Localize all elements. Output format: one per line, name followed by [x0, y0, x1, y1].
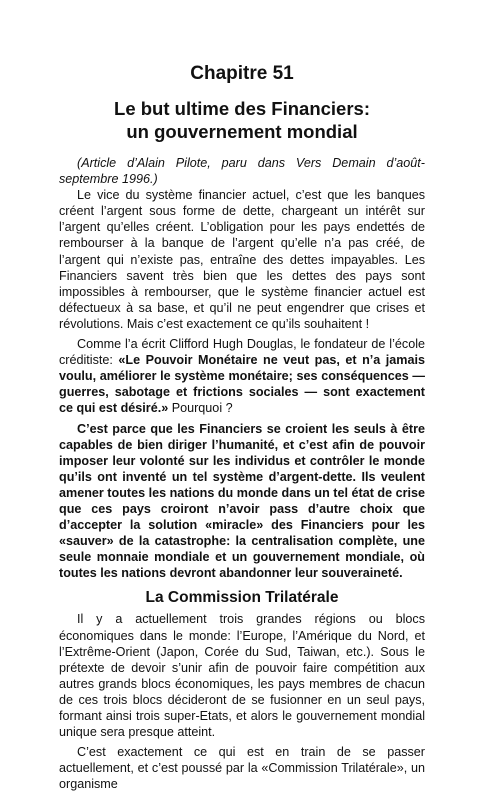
paragraph-2: [59, 336, 425, 416]
section-heading: La Commission Trilatérale: [145, 589, 339, 607]
paragraph-3: C’est parce que les Financiers se croient les seuls à être capables de bien diriger l’humanité, et c’est afin de pouvoir imposer leur volonté sur les individus et contrôler le monde qu’ils ont inventé un tel système d’argent-dette. Ils veulent amener toutes les nations du monde dans un tel état de crise que ces pays croiront n’avoir pass d’autre choix que d’accepter la solution «miracle» des Financiers pour les «sauver» de la catastrophe: la centralisation complète, une seule monnaie mondiale et un gouvernement mondiale, où toutes les nations devront abandonner leur souveraineté.: [59, 421, 426, 581]
chapter-title: [59, 97, 425, 143]
douglas-quote: «Le Pouvoir Monétaire ne veut pas, et n’a jamais voulu, améliorer le système monétaire; ses conséquences — guerres, sabotage et frictions sociales — sont exactement ce qui est désiré.»: [59, 353, 425, 416]
paragraph-4: Il y a actuellement trois grandes régions ou blocs économiques dans le monde: l’Europe, l’Amérique du Nord, et l’Extrême-Orient (Japon, Corée du Sud, Taiwan, etc.). Sous le prétexte de devoir s’unir afin de pouvoir faire compétition aux autres grands blocs économiques, les pays membres de chacun de ces trois blocs décideront de se fusionner en un seul pays, formant ainsi trois super-Etats, et alors le gouvernement mondial unique sera presque atteint.: [59, 612, 425, 740]
paragraph-2-end: Pourquoi ?: [168, 401, 233, 416]
article-source-note: (Article d’Alain Pilote, paru dans Vers Demain d’août-septembre 1996.): [59, 156, 425, 187]
chapter-title-line-2: un gouvernement mondial: [126, 121, 358, 142]
paragraph-2-intro: Comme l’a écrit Clifford Hugh Douglas, le fondateur de l’école créditiste:: [59, 337, 425, 368]
paragraph-5: C’est exactement ce qui est en train de se passer actuellement, et c’est poussé par la «Commission Trilatérale», un organisme: [59, 745, 425, 792]
chapter-title-line-1: Le but ultime des Financiers:: [114, 98, 370, 119]
chapter-number: Chapitre 51: [190, 63, 294, 84]
paragraph-1: Le vice du système financier actuel, c’est que les banques créent l’argent sous forme de dette, chargeant un intérêt sur l’argent qu’elles créent. L’obligation pour les pays endettés de rembourser à la banque de l’argent qu’elle n’a pas créé, de l’argent qui n’existe pas, entraîne des dettes impayables. Les Financiers savent très bien que les dettes des pays sont impossibles à rembourser, que le système financier actuel est défectueux à sa base, et qu’il ne peut engendrer que crises et révolutions. Mais c’est exactement ce qu’ils souhaitent !: [59, 188, 425, 331]
